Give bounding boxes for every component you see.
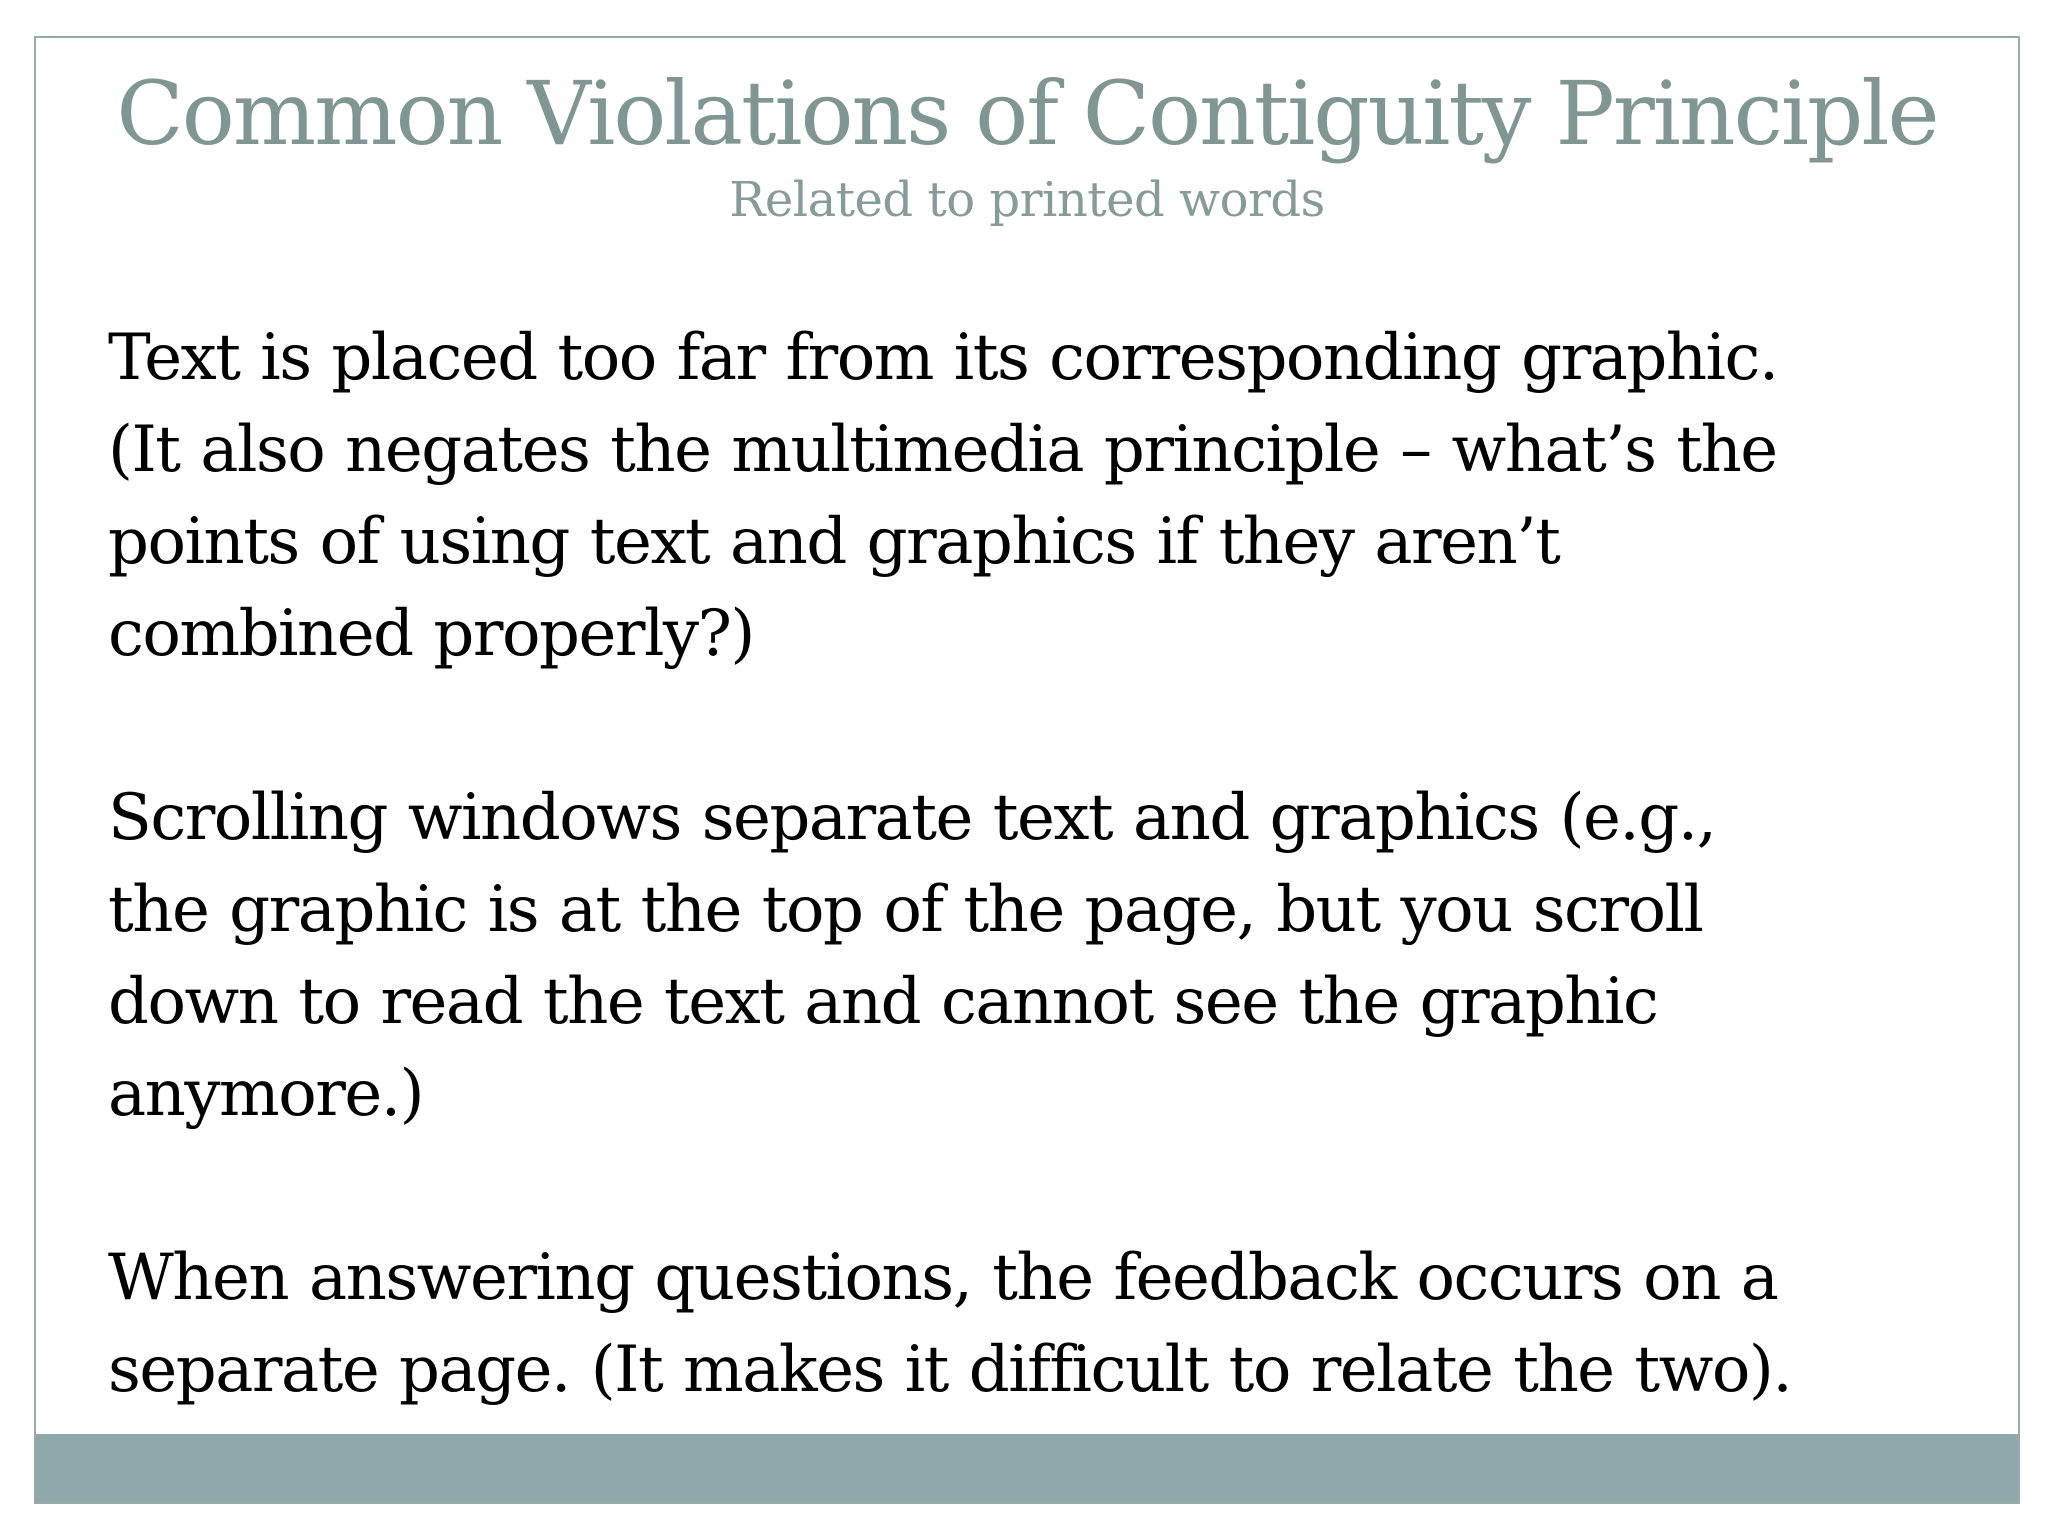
slide-subtitle: Related to printed words [729,172,1325,228]
slide-body [108,312,1998,1416]
body-paragraph-3: When answering questions, the feedback occurs on a separate page. (It makes it difficult to relate the two). [108,1241,1792,1407]
footer-bar [36,1434,2018,1502]
slide [34,36,2020,1504]
body-paragraph-2: Scrolling windows separate text and graphics (e.g., the graphic is at the top of the page, but you scroll down to read the text and cannot see the graphic anymore.) [108,781,1716,1131]
slide-title: Common Violations of Contiguity Principle [116,62,1938,165]
body-paragraph-1: Text is placed too far from its corresponding graphic. (It also negates the multimedia principle – what’s the points of using text and graphics if they aren’t combined properly?) [108,321,1778,671]
